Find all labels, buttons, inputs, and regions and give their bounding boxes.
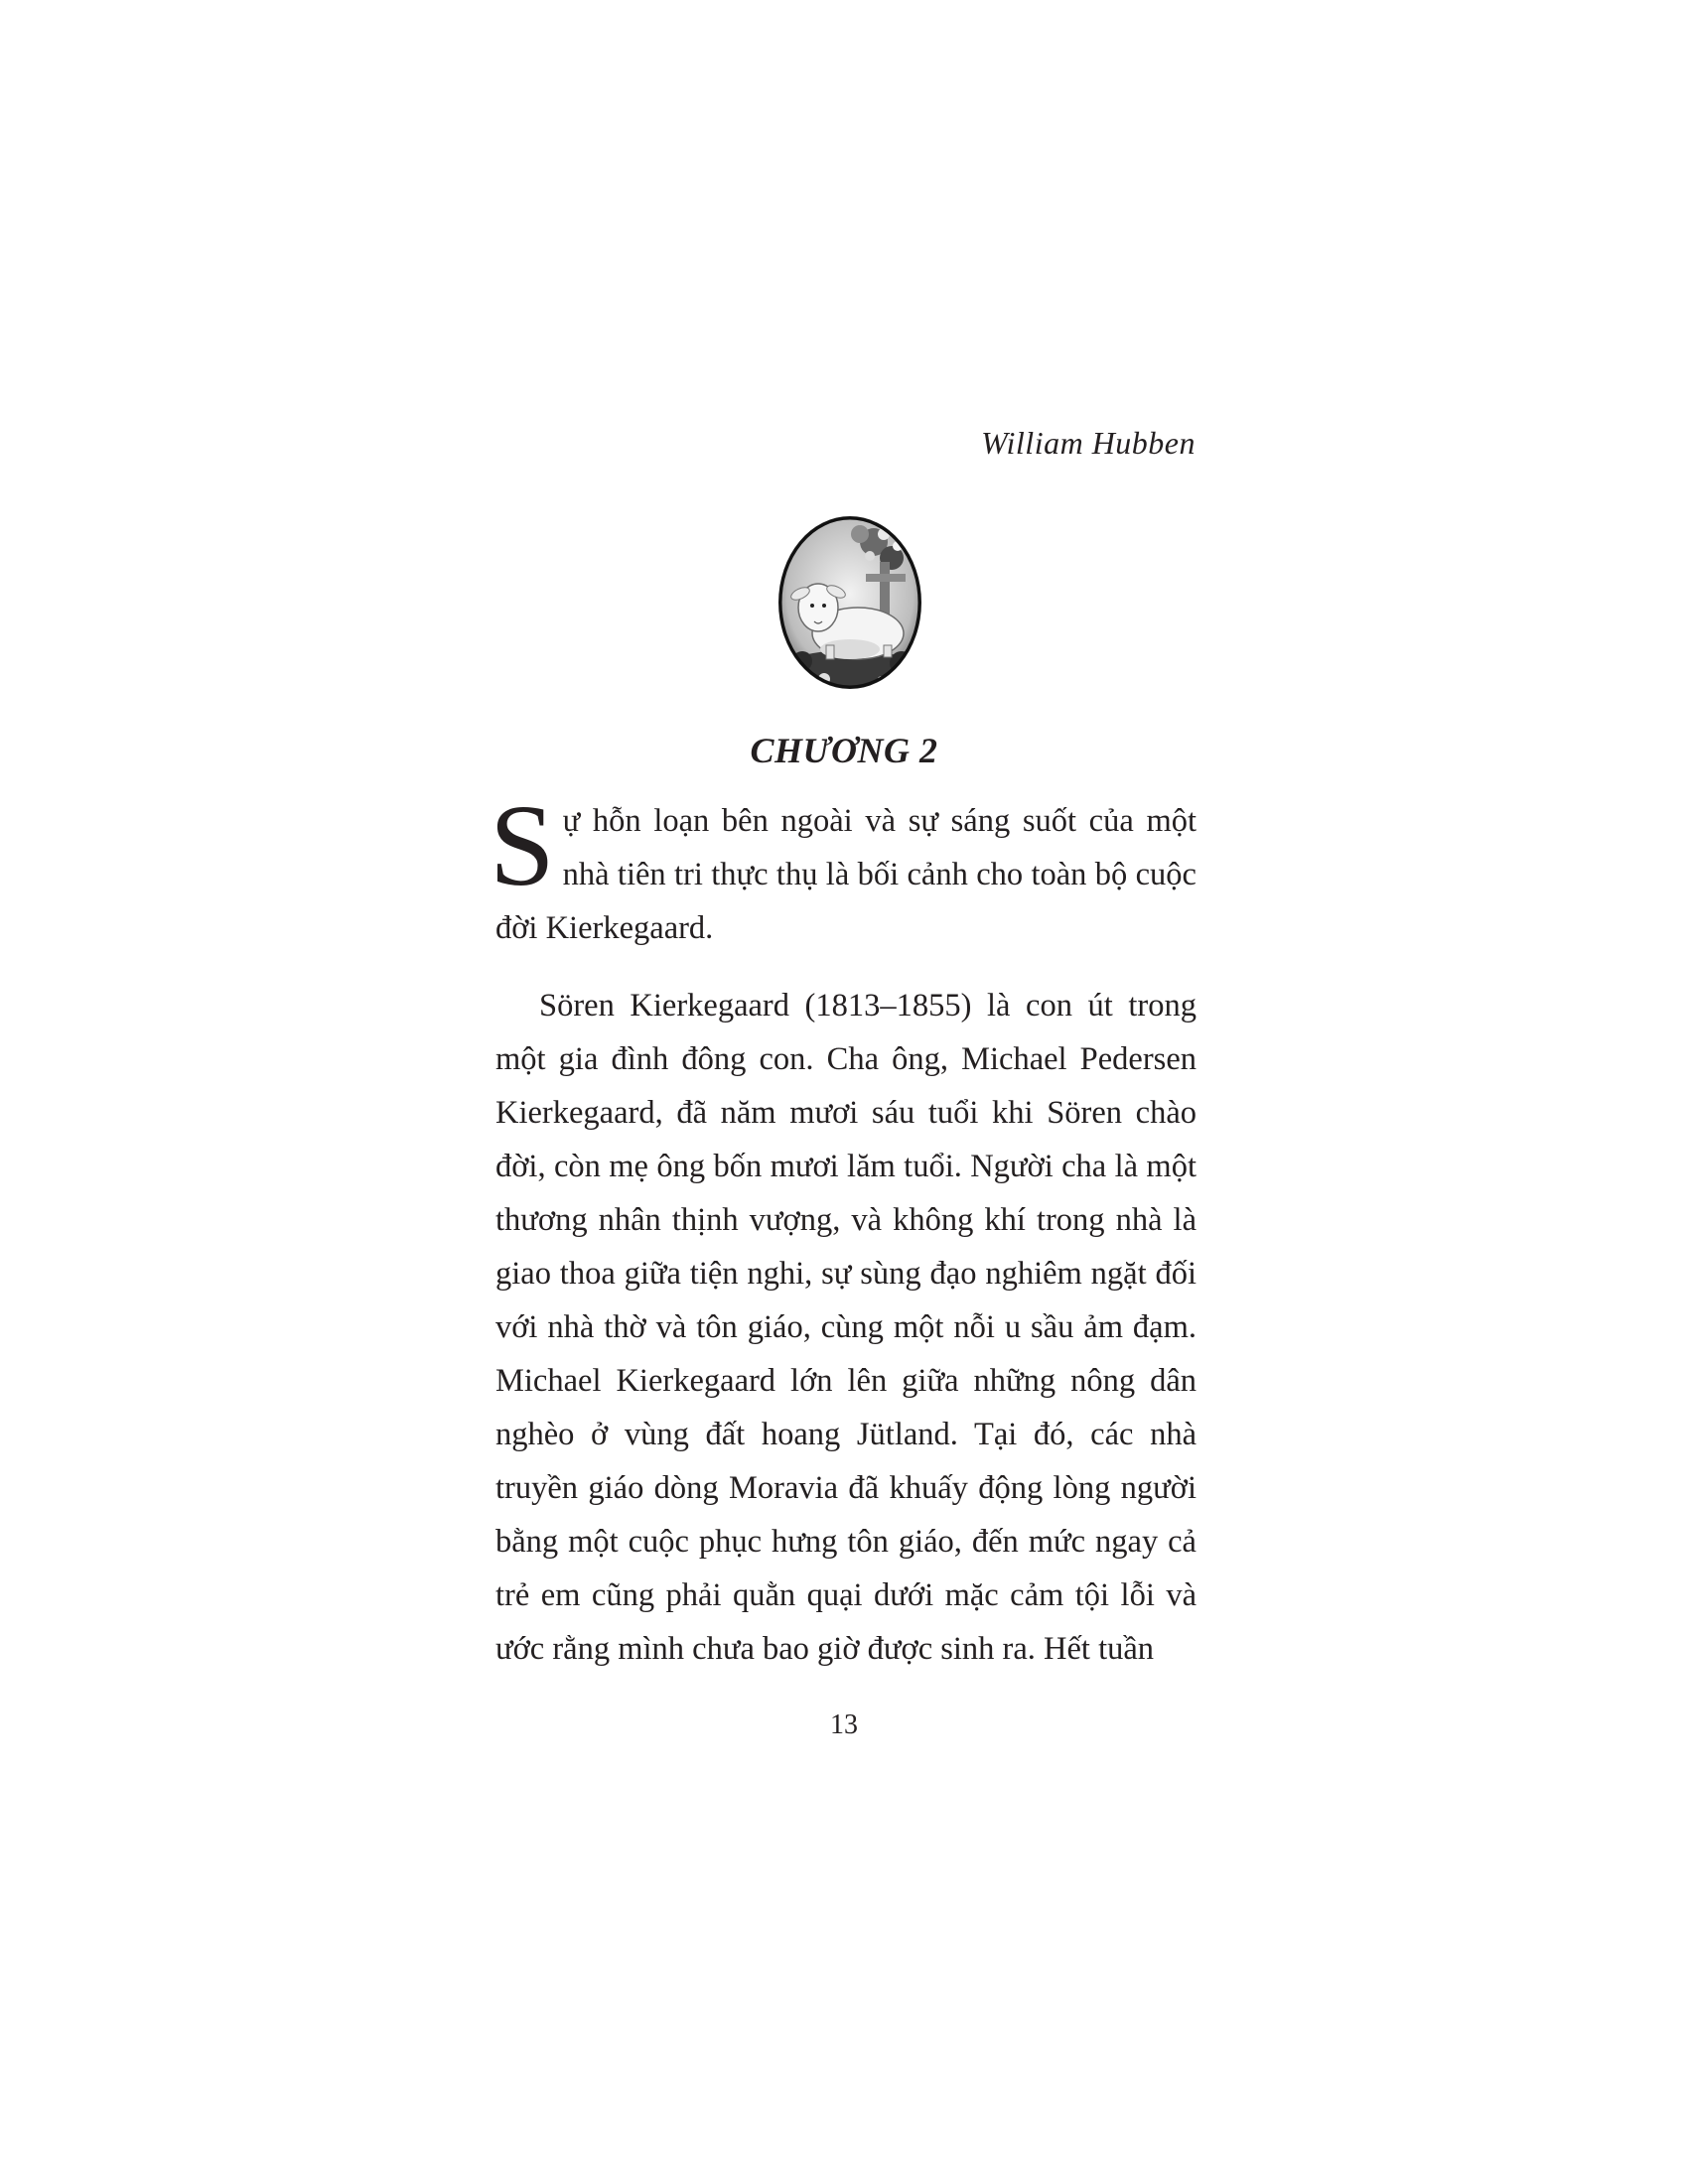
drop-cap: S (490, 780, 555, 910)
running-head-author: William Hubben (981, 425, 1196, 461)
lamb-vignette-icon (774, 512, 925, 693)
chapter-title: CHƯƠNG 2 (750, 731, 938, 770)
page-number: 13 (830, 1709, 858, 1740)
paragraph-1-text: ự hỗn loạn bên ngoài và sự sáng suốt của một nhà tiên tri thực thụ là bối cảnh cho toàn bộ cuộc đời Kierkegaard. (495, 803, 1196, 946)
body-text (490, 780, 1196, 1676)
paragraph-2: Sören Kierkegaard (1813–1855) là con út trong một gia đình đông con. Cha ông, Michael Pedersen Kierkegaard, đã năm mươi sáu tuổi khi Sören chào đời, còn mẹ ông bốn mươi lăm tuổi. Người cha là một thương nhân thịnh vượng, và không khí trong nhà là giao thoa giữa tiện nghi, sự sùng đạo nghiêm ngặt đối với nhà thờ và tôn giáo, cùng một nỗi u sầu ảm đạm. Michael Kierkegaard lớn lên giữa những nông dân nghèo ở vùng đất hoang Jütland. Tại đó, các nhà truyền giáo dòng Moravia đã khuấy động lòng người bằng một cuộc phục hưng tôn giáo, đến mức ngay cả trẻ em cũng phải quằn quại dưới mặc cảm tội lỗi và ước rằng mình chưa bao giờ được sinh ra. Hết tuần (495, 988, 1196, 1667)
paragraph-1 (490, 780, 1196, 955)
